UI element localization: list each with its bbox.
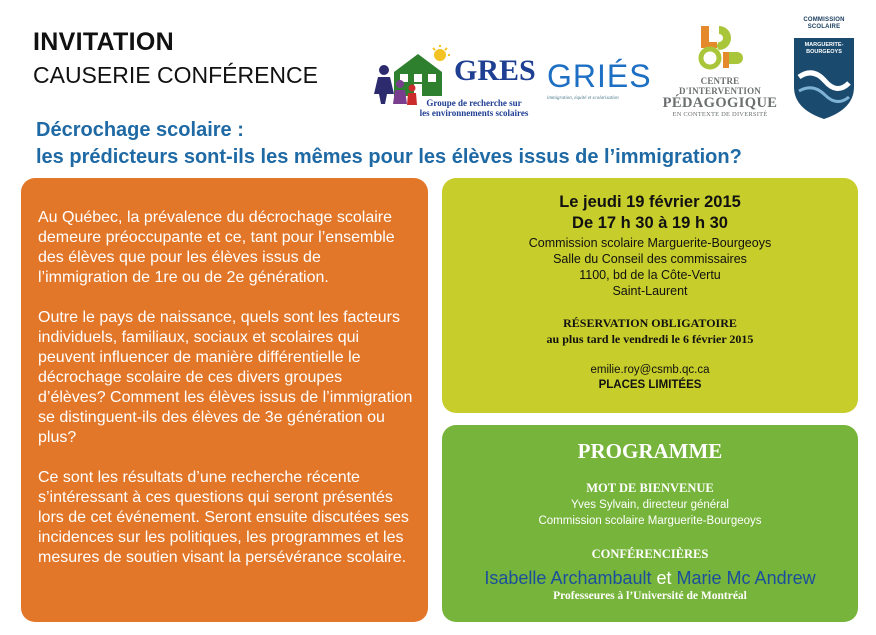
invitation-title: INVITATION bbox=[33, 28, 174, 56]
gres-logo bbox=[374, 40, 534, 120]
venue-line-3: 1100, bd de la Côte-Vertu bbox=[579, 268, 721, 282]
speakers-affiliation: Professeures à l’Université de Montréal bbox=[553, 590, 747, 602]
venue-line-4: Saint-Laurent bbox=[612, 284, 688, 298]
gres-caption bbox=[414, 98, 534, 119]
speakers-heading: CONFÉRENCIÈRES bbox=[591, 547, 709, 561]
gries-wordmark: GRIÉS bbox=[547, 58, 652, 94]
welcome-heading: MOT DE BIENVENUE bbox=[586, 481, 714, 495]
intro-paragraph-2: Outre le pays de naissance, quels sont les facteurs individuels, familiaux, sociaux et scolaires qui peuvent influencer de manière différentielle le décrochage scolaire de ces divers groupes d’élèves? Comment les élèves issus de l’immigration se distinguent-ils des élèves de 3e génération ou plus? bbox=[38, 309, 413, 446]
contact-email-link[interactable]: emilie.roy@csmb.qc.ca bbox=[590, 364, 710, 376]
gres-wordmark: GRES bbox=[454, 54, 536, 87]
event-details-panel bbox=[442, 178, 858, 413]
intro-paragraph-1: Au Québec, la prévalence du décrochage scolaire demeure préoccupante et ce, tant pour l’ensemble des élèves que pour les élèves issus de l’immigration de 1re ou de 2e génération. bbox=[38, 209, 395, 286]
school-children-icon bbox=[374, 44, 456, 106]
csmb-shield-line2: BOURGEOYS bbox=[806, 48, 842, 55]
gries-caption: immigration, équité et scolarisation bbox=[547, 96, 619, 101]
speaker-2: Marie Mc Andrew bbox=[676, 568, 816, 588]
event-venue bbox=[442, 235, 858, 299]
cip-logo bbox=[660, 22, 780, 122]
programme-panel bbox=[442, 425, 858, 622]
cip-letters-icon bbox=[695, 22, 745, 70]
event-datetime bbox=[442, 192, 858, 234]
cip-line1: CENTRE D'INTERVENTION bbox=[679, 76, 761, 96]
headline-line2: les prédicteurs sont-ils les mêmes pour les élèves issus de l’immigration? bbox=[36, 146, 742, 168]
welcome-organization: Commission scolaire Marguerite-Bourgeoys bbox=[538, 515, 762, 527]
csmb-logo bbox=[793, 17, 855, 120]
csmb-line1: COMMISSION bbox=[803, 17, 845, 23]
csmb-shield-text bbox=[793, 42, 855, 55]
gries-logo bbox=[547, 58, 652, 110]
speaker-connector: et bbox=[656, 568, 672, 588]
venue-line-2: Salle du Conseil des commissaires bbox=[553, 252, 747, 266]
welcome-person: Yves Sylvain, directeur général bbox=[571, 499, 729, 511]
reservation-notice bbox=[442, 316, 858, 347]
gres-caption-line2: les environnements scolaires bbox=[419, 108, 529, 119]
event-date: Le jeudi 19 février 2015 bbox=[559, 193, 741, 211]
venue-line-1: Commission scolaire Marguerite-Bourgeoys bbox=[528, 236, 772, 250]
programme-title: PROGRAMME bbox=[577, 439, 723, 463]
csmb-shield-line1: MARGUERITE- bbox=[804, 42, 844, 48]
event-headline bbox=[36, 117, 856, 171]
csmb-line2: SCOLAIRE bbox=[807, 23, 841, 30]
intro-paragraph-3: Ce sont les résultats d’une recherche récente s’intéressant à ces questions qui seront présentés lors de cet événement. Seront ensuite discutées ses incidences sur les politiques, les programmes et les mesures de soutien visant la persévérance scolaire. bbox=[38, 469, 409, 566]
speaker-1: Isabelle Archambault bbox=[484, 568, 652, 588]
invitation-subtitle: CAUSERIE CONFÉRENCE bbox=[33, 62, 318, 88]
intro-panel bbox=[21, 178, 428, 622]
limited-places-note: PLACES LIMITÉES bbox=[598, 379, 702, 391]
csmb-header bbox=[793, 17, 855, 31]
headline-line1: Décrochage scolaire : bbox=[36, 119, 244, 141]
intro-text bbox=[38, 208, 414, 588]
cip-line3: EN CONTEXTE DE DIVERSITÉ bbox=[672, 111, 768, 119]
gres-caption-line1: Groupe de recherche sur bbox=[426, 98, 522, 108]
reservation-line-2: au plus tard le vendredi le 6 février 2015 bbox=[546, 331, 754, 346]
reservation-line-1: RÉSERVATION OBLIGATOIRE bbox=[563, 316, 737, 330]
cip-line2: PÉDAGOGIQUE bbox=[662, 95, 778, 111]
speakers-line bbox=[442, 567, 858, 589]
event-time: De 17 h 30 à 19 h 30 bbox=[572, 214, 728, 232]
